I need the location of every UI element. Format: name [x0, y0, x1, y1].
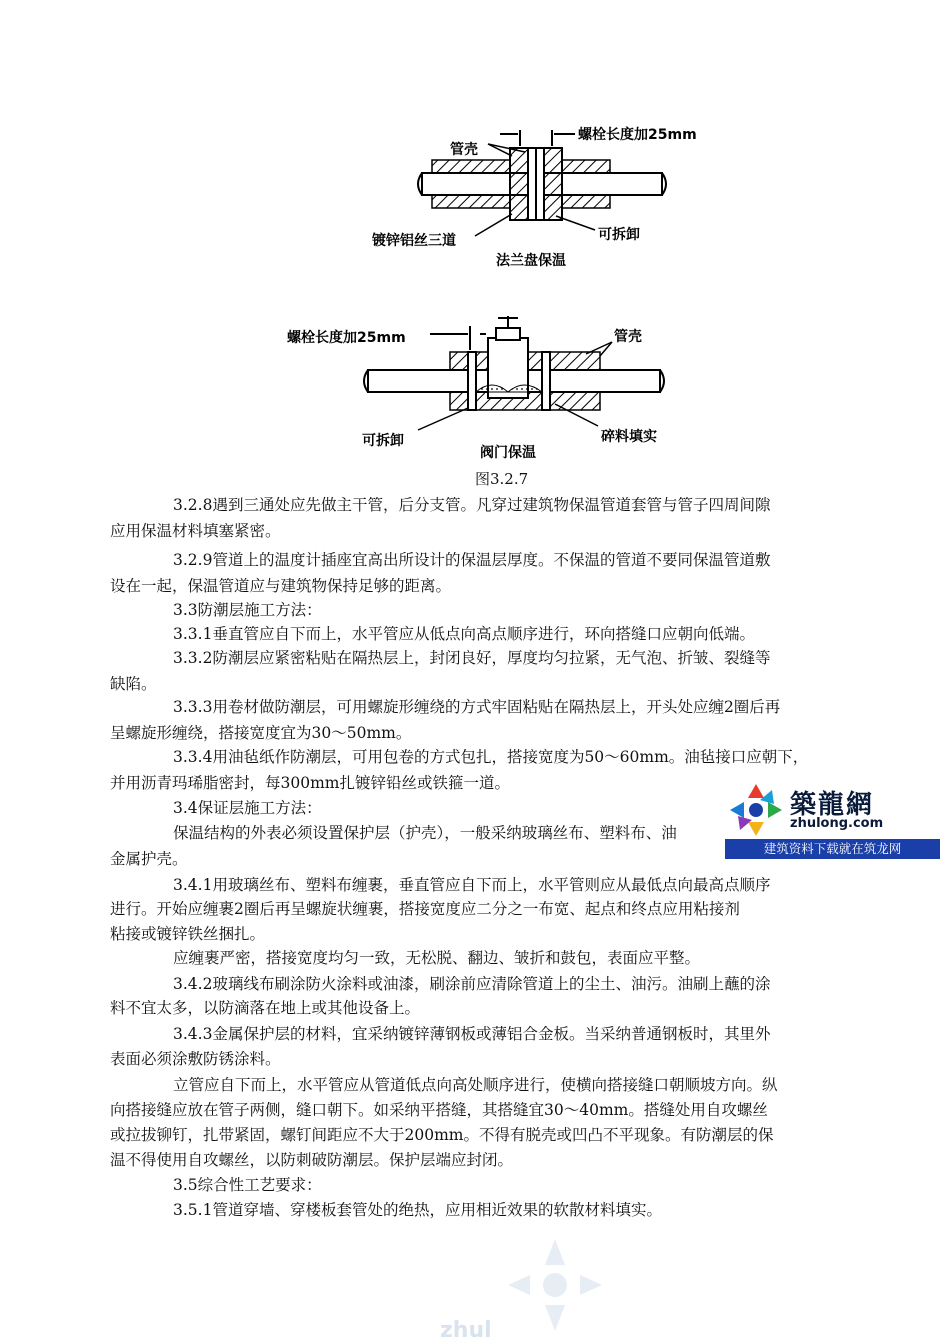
- paragraph-line: 粘接或镀锌铁丝捆扎。: [110, 925, 266, 943]
- paragraph-line: 应缠裹严密，搭接宽度均匀一致，无松脱、翻边、皱折和鼓包，表面应平整。: [173, 949, 701, 967]
- faint-watermark-text: zhul: [440, 1318, 492, 1343]
- paragraph-line: 呈螺旋形缠绕，搭接宽度宜为30～50mm。: [110, 724, 412, 742]
- paragraph-line: 3.2.9管道上的温度计插座宜高出所设计的保温层厚度。不保温的管道不要同保温管道敷: [173, 551, 771, 569]
- paragraph-line: 温不得使用自攻螺丝，以防刺破防潮层。保护层端应封闭。: [110, 1151, 514, 1169]
- fig1-wire-label: 镀锌铝丝三道: [372, 233, 456, 249]
- fig1-bolt-label: 螺栓长度加25mm: [578, 127, 697, 143]
- paragraph-line: 金属护壳。: [110, 850, 188, 868]
- paragraph-line: 进行。开始应缠裹2圈后再呈螺旋状缠裹，搭接宽度应二分之一布宽、起点和终点应用粘接剂: [110, 900, 740, 918]
- fig1-title: 法兰盘保温: [496, 253, 566, 269]
- paragraph-line: 3.3防潮层施工方法：: [173, 601, 322, 619]
- paragraph-line: 3.5.1管道穿墙、穿楼板套管处的绝热，应用相近效果的软散材料填实。: [173, 1201, 662, 1219]
- fig2-title: 阀门保温: [480, 445, 536, 461]
- paragraph-line: 3.4.3金属保护层的材料，宜采纳镀锌薄钢板或薄铝合金板。当采纳普通钢板时，其里外: [173, 1025, 771, 1043]
- paragraph-line: 设在一起，保温管道应与建筑物保持足够的距离。: [110, 577, 452, 595]
- fig1-removable-label: 可拆卸: [598, 227, 640, 243]
- paragraph-line: 3.2.8遇到三通处应先做主干管，后分支管。凡穿过建筑物保温管道套管与管子四周间隙: [173, 496, 771, 514]
- paragraph-line: 3.3.1垂直管应自下而上，水平管应从低点向高点顺序进行，环向搭缝口应朝向低端。: [173, 625, 755, 643]
- paragraph-line: 3.5综合性工艺要求：: [173, 1176, 322, 1194]
- figure-caption: 图3.2.7: [475, 470, 529, 488]
- paragraph-line: 3.4.1用玻璃丝布、塑料布缠裹，垂直管应自下而上，水平管则应从最低点向最高点顺序: [173, 876, 771, 894]
- paragraph-line: 保温结构的外表必须设置保护层（护壳），一般采纳玻璃丝布、塑料布、油: [173, 824, 677, 842]
- fig1-shell-label: 管壳: [450, 142, 478, 158]
- paragraph-line: 3.4保证层施工方法：: [173, 799, 322, 817]
- paragraph-line: 并用沥青玛琋脂密封，每300mm扎镀锌铅丝或铁箍一道。: [110, 774, 510, 792]
- paragraph-line: 立管应自下而上，水平管应从管道低点向高处顺序进行，使横向搭接缝口朝顺坡方向。纵: [173, 1076, 778, 1094]
- faint-watermark-icon: [500, 1235, 610, 1335]
- paragraph-line: 3.3.3用卷材做防潮层，可用螺旋形缠绕的方式牢固粘贴在隔热层上，开头处应缠2圈后再: [173, 698, 781, 716]
- paragraph-line: 缺陷。: [110, 675, 157, 693]
- logo-url-text: zhulong.com: [790, 816, 884, 831]
- paragraph-line: 料不宜太多，以防滴落在地上或其他设备上。: [110, 999, 421, 1017]
- snowflake-logo-icon: [728, 782, 784, 838]
- paragraph-line: 向搭接缝应放在管子两侧，缝口朝下。如采纳平搭缝，其搭缝宜30～40mm。搭缝处用自攻螺丝: [110, 1101, 768, 1119]
- fig2-fill-label: 碎料填实: [601, 429, 657, 445]
- logo-banner: 建筑资料下载就在筑龙网: [725, 839, 940, 859]
- paragraph-line: 表面必须涂敷防锈涂料。: [110, 1050, 281, 1068]
- paragraph-line: 3.3.2防潮层应紧密粘贴在隔热层上，封闭良好，厚度均匀拉紧，无气泡、折皱、裂缝等: [173, 649, 771, 667]
- paragraph-line: 3.3.4用油毡纸作防潮层，可用包卷的方式包扎，搭接宽度为50～60mm。油毡接口应朝下，: [173, 748, 809, 766]
- logo-chinese-text: 築龍網: [790, 790, 875, 820]
- paragraph-line: 或拉拔铆钉，扎带紧固，螺钉间距应不大于200mm。不得有脱壳或凹凸不平现象。有防潮层的保: [110, 1126, 774, 1144]
- fig2-shell-label: 管壳: [614, 329, 642, 345]
- fig2-removable-label: 可拆卸: [362, 433, 404, 449]
- fig2-bolt-label: 螺栓长度加25mm: [287, 330, 406, 346]
- paragraph-line: 3.4.2玻璃线布刷涂防火涂料或油漆，刷涂前应清除管道上的尘土、油污。油刷上蘸的涂: [173, 975, 771, 993]
- paragraph-line: 应用保温材料填塞紧密。: [110, 522, 281, 540]
